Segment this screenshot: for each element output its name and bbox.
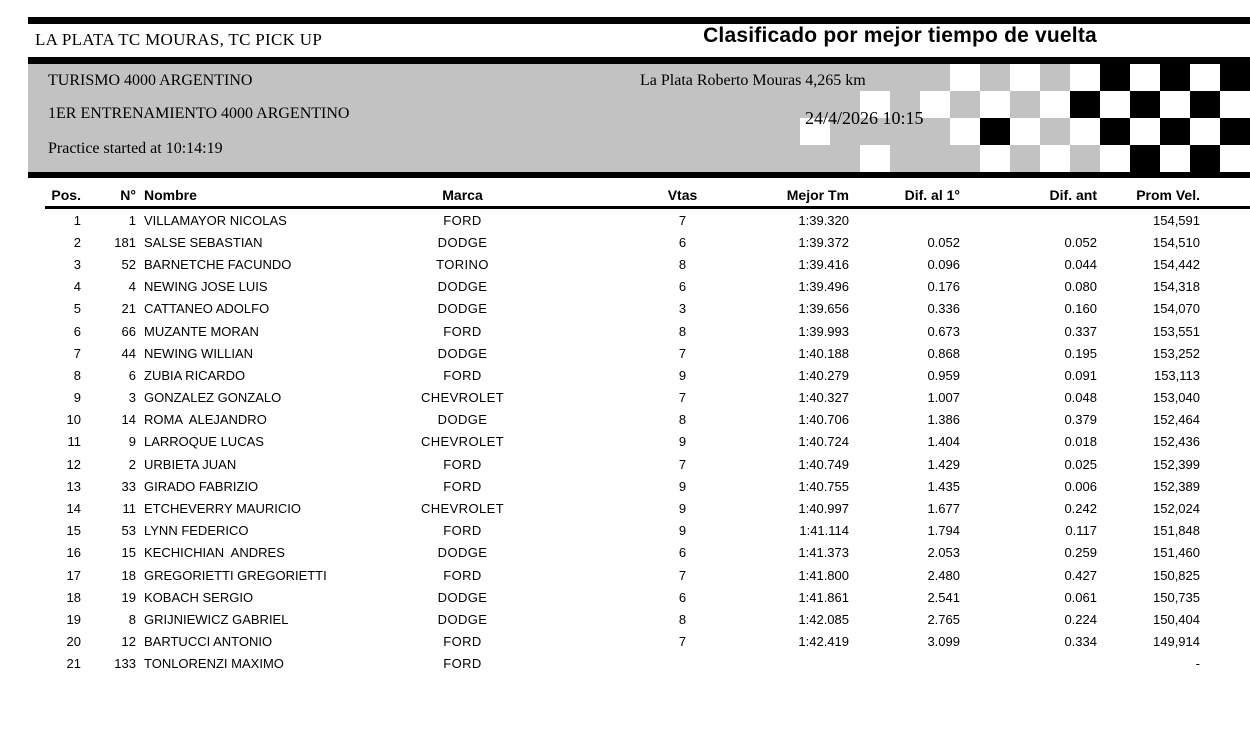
cell-pos: 7 [73, 345, 81, 361]
cell-brand: FORD [443, 567, 482, 583]
cell-gap_prev: 0.259 [1064, 545, 1097, 561]
cell-brand: DODGE [437, 301, 488, 317]
cell-avg_speed: 154,591 [1153, 212, 1200, 228]
session-label: 1ER ENTRENAMIENTO 4000 ARGENTINO [48, 105, 350, 122]
cell-laps: 9 [678, 523, 687, 539]
cell-num: 53 [121, 523, 136, 539]
flag-square [950, 118, 980, 145]
cell-laps [585, 653, 780, 675]
cell-brand: DODGE [437, 545, 488, 561]
cell-num: 44 [121, 345, 136, 361]
cell-spacer [1204, 542, 1250, 564]
cell-avg_speed: 152,389 [1153, 478, 1200, 494]
cell-num: 1 [128, 212, 136, 228]
cell-gap_prev: 0.052 [1064, 234, 1097, 250]
table-row [45, 320, 1250, 342]
cell-best: 1:41.800 [798, 567, 849, 583]
cell-spacer [1204, 520, 1250, 542]
cell-gap_prev: 0.195 [1064, 345, 1097, 361]
cell-best: 1:41.373 [798, 545, 849, 561]
cell-name: NEWING JOSE LUIS [144, 279, 268, 295]
cell-spacer [1204, 586, 1250, 608]
cell-pos: 6 [73, 323, 81, 339]
table-row [45, 431, 1250, 453]
cell-gap_first [853, 208, 964, 232]
cell-pos: 18 [66, 589, 81, 605]
cell-gap_first: 1.386 [927, 412, 960, 428]
table-row [45, 520, 1250, 542]
cell-laps: 8 [678, 412, 687, 428]
cell-laps: 3 [678, 301, 687, 317]
flag-square [1160, 64, 1190, 91]
cell-avg_speed: 150,735 [1153, 589, 1200, 605]
flag-square [1190, 64, 1220, 91]
flag-square [1130, 145, 1160, 172]
cell-name: ROMA ALEJANDRO [144, 412, 267, 428]
cell-best: 1:40.755 [798, 478, 849, 494]
table-row [45, 253, 1250, 275]
cell-best: 1:39.496 [798, 279, 849, 295]
table-row [45, 387, 1250, 409]
cell-laps: 9 [678, 478, 687, 494]
cell-gap_prev: 0.006 [1064, 478, 1097, 494]
cell-num: 2 [128, 456, 136, 472]
cell-name: SALSE SEBASTIAN [144, 234, 263, 250]
classification-title: Clasificado por mejor tiempo de vuelta [703, 24, 1097, 47]
practice-status-label: Practice started at 10:14:19 [48, 140, 223, 157]
cell-laps: 7 [678, 567, 687, 583]
circuit-label: La Plata Roberto Mouras 4,265 km [640, 72, 866, 89]
cell-gap_first: 1.404 [927, 434, 960, 450]
cell-brand: FORD [443, 323, 482, 339]
cell-gap_prev: 0.334 [1064, 634, 1097, 650]
flag-square [1100, 64, 1130, 91]
cell-spacer [1204, 253, 1250, 275]
cell-avg_speed: 152,464 [1153, 412, 1200, 428]
cell-gap_prev: 0.427 [1064, 567, 1097, 583]
cell-pos: 5 [73, 301, 81, 317]
cell-name: LARROQUE LUCAS [144, 434, 264, 450]
flag-square [1160, 118, 1190, 145]
cell-num: 133 [114, 656, 136, 672]
cell-avg_speed: 150,825 [1153, 567, 1200, 583]
cell-name: KECHICHIAN ANDRES [144, 545, 285, 561]
flag-square [1220, 145, 1250, 172]
flag-square [860, 145, 890, 172]
cell-pos: 1 [73, 212, 81, 228]
cell-pos: 17 [66, 567, 81, 583]
column-header-best: Mejor Tm [780, 184, 853, 208]
cell-gap_prev: 0.048 [1064, 390, 1097, 406]
cell-laps: 7 [678, 345, 687, 361]
cell-name: VILLAMAYOR NICOLAS [144, 212, 287, 228]
table-row [45, 586, 1250, 608]
cell-best: 1:40.327 [798, 390, 849, 406]
flag-square [1100, 118, 1130, 145]
flag-square [1100, 91, 1130, 118]
cell-avg_speed: 154,442 [1153, 256, 1200, 272]
table-row [45, 208, 1250, 232]
cell-avg_speed: 151,460 [1153, 545, 1200, 561]
cell-gap_first [853, 653, 964, 675]
column-header-spacer [1204, 184, 1250, 208]
cell-spacer [1204, 475, 1250, 497]
cell-name: GONZALEZ GONZALO [144, 390, 282, 406]
flag-square [1190, 91, 1220, 118]
table-row [45, 231, 1250, 253]
cell-num: 21 [121, 301, 136, 317]
cell-gap_first: 1.007 [927, 390, 960, 406]
cell-name: MUZANTE MORAN [144, 323, 259, 339]
header-divider-bar [28, 57, 1250, 64]
cell-brand: DODGE [437, 412, 488, 428]
cell-best: 1:40.997 [798, 501, 849, 517]
cell-name: NEWING WILLIAN [144, 345, 254, 361]
cell-num: 8 [128, 611, 136, 627]
cell-spacer [1204, 564, 1250, 586]
table-row [45, 564, 1250, 586]
flag-square [1070, 91, 1100, 118]
cell-avg_speed: 154,070 [1153, 301, 1200, 317]
cell-gap_first: 0.673 [927, 323, 960, 339]
cell-spacer [1204, 497, 1250, 519]
cell-pos: 3 [73, 256, 81, 272]
column-header-brand: Marca [340, 184, 585, 208]
cell-pos: 9 [73, 390, 81, 406]
cell-laps: 9 [678, 367, 687, 383]
cell-pos: 12 [66, 456, 81, 472]
cell-gap_prev: 0.337 [1064, 323, 1097, 339]
cell-spacer [1204, 431, 1250, 453]
cell-gap_first: 2.053 [927, 545, 960, 561]
cell-brand: CHEVROLET [420, 390, 505, 406]
cell-spacer [1204, 608, 1250, 630]
flag-square [1220, 64, 1250, 91]
cell-gap_first: 1.677 [927, 501, 960, 517]
cell-pos: 8 [73, 367, 81, 383]
cell-best: 1:39.993 [798, 323, 849, 339]
cell-avg_speed: 153,040 [1153, 390, 1200, 406]
cell-gap_prev: 0.091 [1064, 367, 1097, 383]
cell-spacer [1204, 342, 1250, 364]
cell-name: LYNN FEDERICO [144, 523, 249, 539]
cell-num: 18 [121, 567, 136, 583]
flag-square [980, 91, 1010, 118]
table-row [45, 475, 1250, 497]
cell-num: 52 [121, 256, 136, 272]
flag-square [1160, 91, 1190, 118]
cell-gap_first: 0.096 [927, 256, 960, 272]
cell-pos: 10 [66, 412, 81, 428]
cell-avg_speed: 152,399 [1153, 456, 1200, 472]
cell-pos: 11 [67, 434, 81, 450]
cell-gap_prev [964, 208, 1101, 232]
cell-gap_prev: 0.025 [1064, 456, 1097, 472]
cell-name: TONLORENZI MAXIMO [144, 656, 284, 672]
cell-best: 1:40.724 [798, 434, 849, 450]
column-header-gap_first: Dif. al 1° [853, 184, 964, 208]
cell-avg_speed: 153,113 [1153, 367, 1200, 383]
cell-avg_speed: 152,436 [1153, 434, 1200, 450]
cell-gap_first: 2.480 [927, 567, 960, 583]
cell-best: 1:42.085 [798, 611, 849, 627]
cell-pos: 16 [66, 545, 81, 561]
cell-pos: 19 [66, 611, 81, 627]
cell-best: 1:40.188 [798, 345, 849, 361]
cell-brand: FORD [443, 367, 482, 383]
cell-brand: DODGE [437, 611, 488, 627]
cell-name: GIRADO FABRIZIO [144, 478, 259, 494]
flag-square [1070, 64, 1100, 91]
event-info-banner [28, 64, 1250, 172]
cell-gap_prev: 0.080 [1064, 279, 1097, 295]
column-header-avg_speed: Prom Vel. [1101, 184, 1204, 208]
cell-avg_speed: 152,024 [1153, 501, 1200, 517]
flag-square [1130, 64, 1160, 91]
cell-spacer [1204, 409, 1250, 431]
cell-gap_prev: 0.117 [1065, 523, 1097, 539]
table-row [45, 276, 1250, 298]
cell-name: KOBACH SERGIO [144, 589, 254, 605]
cell-pos: 20 [66, 634, 81, 650]
cell-laps: 6 [678, 589, 687, 605]
cell-gap_prev: 0.224 [1064, 611, 1097, 627]
flag-square [950, 64, 980, 91]
cell-best: 1:39.372 [798, 234, 849, 250]
cell-gap_prev: 0.160 [1064, 301, 1097, 317]
cell-laps: 9 [678, 434, 687, 450]
flag-square [1070, 118, 1100, 145]
cell-pos: 4 [73, 279, 81, 295]
flag-square [1130, 118, 1160, 145]
table-row [45, 453, 1250, 475]
results-table [45, 184, 1250, 675]
cell-name: BARNETCHE FACUNDO [144, 256, 292, 272]
flag-square [1040, 91, 1070, 118]
cell-gap_first: 1.435 [927, 478, 960, 494]
flag-square [1220, 91, 1250, 118]
cell-spacer [1204, 320, 1250, 342]
cell-brand: DODGE [437, 345, 488, 361]
report-title: LA PLATA TC MOURAS, TC PICK UP [35, 30, 323, 49]
cell-num: 66 [121, 323, 136, 339]
cell-avg_speed: 154,318 [1153, 279, 1200, 295]
table-row [45, 364, 1250, 386]
cell-num: 12 [121, 634, 136, 650]
cell-brand: FORD [443, 478, 482, 494]
cell-gap_prev: 0.379 [1064, 412, 1097, 428]
cell-gap_prev: 0.044 [1064, 256, 1097, 272]
cell-gap_prev [964, 653, 1101, 675]
cell-laps: 6 [678, 545, 687, 561]
flag-square [1010, 64, 1040, 91]
flag-square [1190, 145, 1220, 172]
cell-best: 1:39.656 [798, 301, 849, 317]
cell-laps: 7 [678, 456, 687, 472]
cell-name: CATTANEO ADOLFO [144, 301, 270, 317]
table-row [45, 409, 1250, 431]
flag-square [1010, 118, 1040, 145]
cell-pos: 14 [66, 501, 81, 517]
table-row [45, 631, 1250, 653]
cell-spacer [1204, 208, 1250, 232]
flag-square [1130, 91, 1160, 118]
cell-gap_first: 0.052 [927, 234, 960, 250]
cell-name: ETCHEVERRY MAURICIO [144, 501, 301, 517]
column-header-pos: Pos. [45, 184, 85, 208]
cell-laps: 6 [678, 279, 687, 295]
flag-square [920, 91, 950, 118]
cell-best: 1:41.861 [798, 589, 849, 605]
cell-best [780, 653, 853, 675]
cell-avg_speed: 150,404 [1153, 611, 1200, 627]
column-header-name: Nombre [140, 184, 340, 208]
cell-gap_first: 0.868 [927, 345, 960, 361]
cell-brand: FORD [443, 634, 482, 650]
cell-avg_speed: 151,848 [1153, 523, 1200, 539]
cell-brand: FORD [443, 523, 482, 539]
cell-num: 6 [128, 367, 136, 383]
cell-name: GRIJNIEWICZ GABRIEL [144, 611, 289, 627]
cell-gap_first: 0.176 [927, 279, 960, 295]
cell-best: 1:40.706 [798, 412, 849, 428]
cell-avg_speed: 153,252 [1153, 345, 1200, 361]
cell-pos: 21 [66, 656, 81, 672]
cell-laps: 7 [678, 212, 687, 228]
flag-square [980, 145, 1010, 172]
cell-name: GREGORIETTI GREGORIETTI [144, 567, 327, 583]
cell-gap_first: 1.429 [927, 456, 960, 472]
cell-num: 181 [114, 234, 136, 250]
flag-square [980, 118, 1010, 145]
column-header-laps: Vtas [585, 184, 780, 208]
cell-laps: 8 [678, 323, 687, 339]
cell-best: 1:41.114 [799, 523, 849, 539]
cell-best: 1:42.419 [798, 634, 849, 650]
cell-brand: FORD [443, 656, 482, 672]
table-row [45, 542, 1250, 564]
cell-laps: 9 [678, 501, 687, 517]
cell-gap_first: 1.794 [927, 523, 960, 539]
column-header-gap_prev: Dif. ant [964, 184, 1101, 208]
cell-brand: CHEVROLET [420, 501, 505, 517]
cell-laps: 6 [678, 234, 687, 250]
cell-gap_first: 2.541 [927, 589, 960, 605]
cell-gap_prev: 0.018 [1064, 434, 1097, 450]
column-header-num: N° [85, 184, 140, 208]
cell-brand: DODGE [437, 589, 488, 605]
cell-num: 11 [122, 501, 136, 517]
cell-num: 4 [128, 279, 136, 295]
datetime-label: 24/4/2026 10:15 [805, 108, 924, 128]
cell-laps: 8 [678, 256, 687, 272]
cell-gap_first: 2.765 [927, 611, 960, 627]
cell-spacer [1204, 231, 1250, 253]
flag-square [1160, 145, 1190, 172]
cell-spacer [1204, 276, 1250, 298]
top-divider-bar [28, 17, 1250, 24]
cell-best: 1:40.749 [798, 456, 849, 472]
cell-best: 1:39.416 [798, 256, 849, 272]
cell-brand: CHEVROLET [420, 434, 505, 450]
cell-brand: TORINO [436, 256, 489, 272]
cell-name: ZUBIA RICARDO [144, 367, 246, 383]
cell-laps: 7 [678, 390, 687, 406]
cell-gap_first: 3.099 [927, 634, 960, 650]
cell-gap_first: 0.959 [927, 367, 960, 383]
cell-name: BARTUCCI ANTONIO [144, 634, 273, 650]
cell-num: 15 [121, 545, 136, 561]
table-row [45, 497, 1250, 519]
cell-spacer [1204, 653, 1250, 675]
banner-bottom-bar [28, 172, 1250, 178]
cell-gap_prev: 0.061 [1064, 589, 1097, 605]
cell-brand: FORD [443, 456, 482, 472]
cell-avg_speed: 154,510 [1153, 234, 1200, 250]
cell-spacer [1204, 298, 1250, 320]
cell-num: 9 [128, 434, 136, 450]
cell-avg_speed: - [1195, 656, 1200, 672]
table-row [45, 608, 1250, 630]
cell-num: 33 [121, 478, 136, 494]
cell-best: 1:39.320 [798, 212, 849, 228]
cell-pos: 13 [66, 478, 81, 494]
cell-laps: 8 [678, 611, 687, 627]
flag-square [1190, 118, 1220, 145]
cell-brand: DODGE [437, 279, 488, 295]
cell-pos: 2 [73, 234, 81, 250]
cell-brand: DODGE [437, 234, 488, 250]
cell-brand: FORD [443, 212, 482, 228]
cell-num: 3 [128, 390, 136, 406]
cell-laps: 7 [678, 634, 687, 650]
cell-spacer [1204, 364, 1250, 386]
cell-gap_first: 0.336 [927, 301, 960, 317]
table-row [45, 298, 1250, 320]
table-row [45, 342, 1250, 364]
table-row [45, 653, 1250, 675]
table-header-row [45, 184, 1250, 208]
cell-spacer [1204, 387, 1250, 409]
cell-spacer [1204, 453, 1250, 475]
flag-square [1220, 118, 1250, 145]
cell-num: 14 [121, 412, 136, 428]
cell-best: 1:40.279 [798, 367, 849, 383]
cell-pos: 15 [66, 523, 81, 539]
flag-square [1040, 145, 1070, 172]
cell-avg_speed: 153,551 [1153, 323, 1200, 339]
cell-name: URBIETA JUAN [144, 456, 237, 472]
cell-spacer [1204, 631, 1250, 653]
cell-gap_prev: 0.242 [1064, 501, 1097, 517]
championship-label: TURISMO 4000 ARGENTINO [48, 72, 253, 89]
cell-num: 19 [121, 589, 136, 605]
flag-square [1100, 145, 1130, 172]
cell-avg_speed: 149,914 [1153, 634, 1200, 650]
